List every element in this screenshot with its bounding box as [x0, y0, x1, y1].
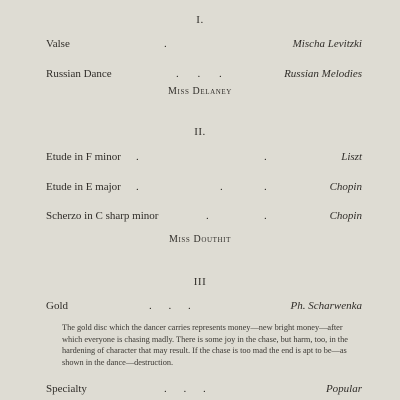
leader-dots: .	[136, 181, 139, 193]
section-2-heading: II.	[194, 126, 206, 138]
leader-dots: . . .	[149, 300, 198, 312]
section-3-heading: III	[193, 276, 207, 288]
leader-dots: .	[264, 151, 267, 163]
program-item-scherzo	[46, 210, 362, 226]
piece-title: Russian Dance	[46, 68, 112, 80]
dance-description: The gold disc which the dancer carries represents money—new bright money—after which everyone is chasing madly. There is some joy in the chase, but harm, too, in the hardening of character that may result. If the chase is too mad the end is apt to be—as shown in the dance—destruction.	[62, 323, 348, 368]
program-item-etude-e-major	[46, 181, 362, 197]
piece-title: Etude in E major	[46, 181, 121, 193]
piece-title: Etude in F minor	[46, 151, 121, 163]
leader-dots: .	[264, 210, 267, 222]
piece-title: Valse	[46, 38, 70, 50]
composer-name: Liszt	[341, 151, 362, 163]
piece-title: Specialty	[46, 383, 87, 395]
composer-name: Ph. Scharwenka	[290, 300, 362, 312]
program-item-russian-dance	[46, 68, 362, 84]
program-item-valse	[46, 38, 362, 54]
composer-name: Chopin	[329, 210, 362, 222]
composer-name: Mischa Levitzki	[292, 38, 362, 50]
composer-name: Popular	[325, 383, 362, 395]
program-item-etude-f-minor	[46, 151, 362, 167]
leader-dots: .	[220, 181, 223, 193]
leader-dots: . . .	[164, 383, 213, 395]
section-1-heading: I.	[196, 14, 204, 26]
program-item-specialty	[46, 383, 362, 399]
piece-title: Scherzo in C sharp minor	[46, 210, 159, 222]
leader-dots: .	[264, 181, 267, 193]
leader-dots: .	[206, 210, 209, 222]
performer-name: Miss Douthit	[169, 234, 231, 245]
leader-dots: . . .	[176, 68, 230, 80]
composer-name: Chopin	[329, 181, 362, 193]
leader-dots: .	[164, 38, 167, 50]
composer-name: Russian Melodies	[284, 68, 362, 80]
piece-title: Gold	[46, 300, 68, 312]
program-item-gold	[46, 300, 362, 316]
leader-dots: .	[136, 151, 139, 163]
performer-name: Miss Delaney	[168, 86, 232, 97]
